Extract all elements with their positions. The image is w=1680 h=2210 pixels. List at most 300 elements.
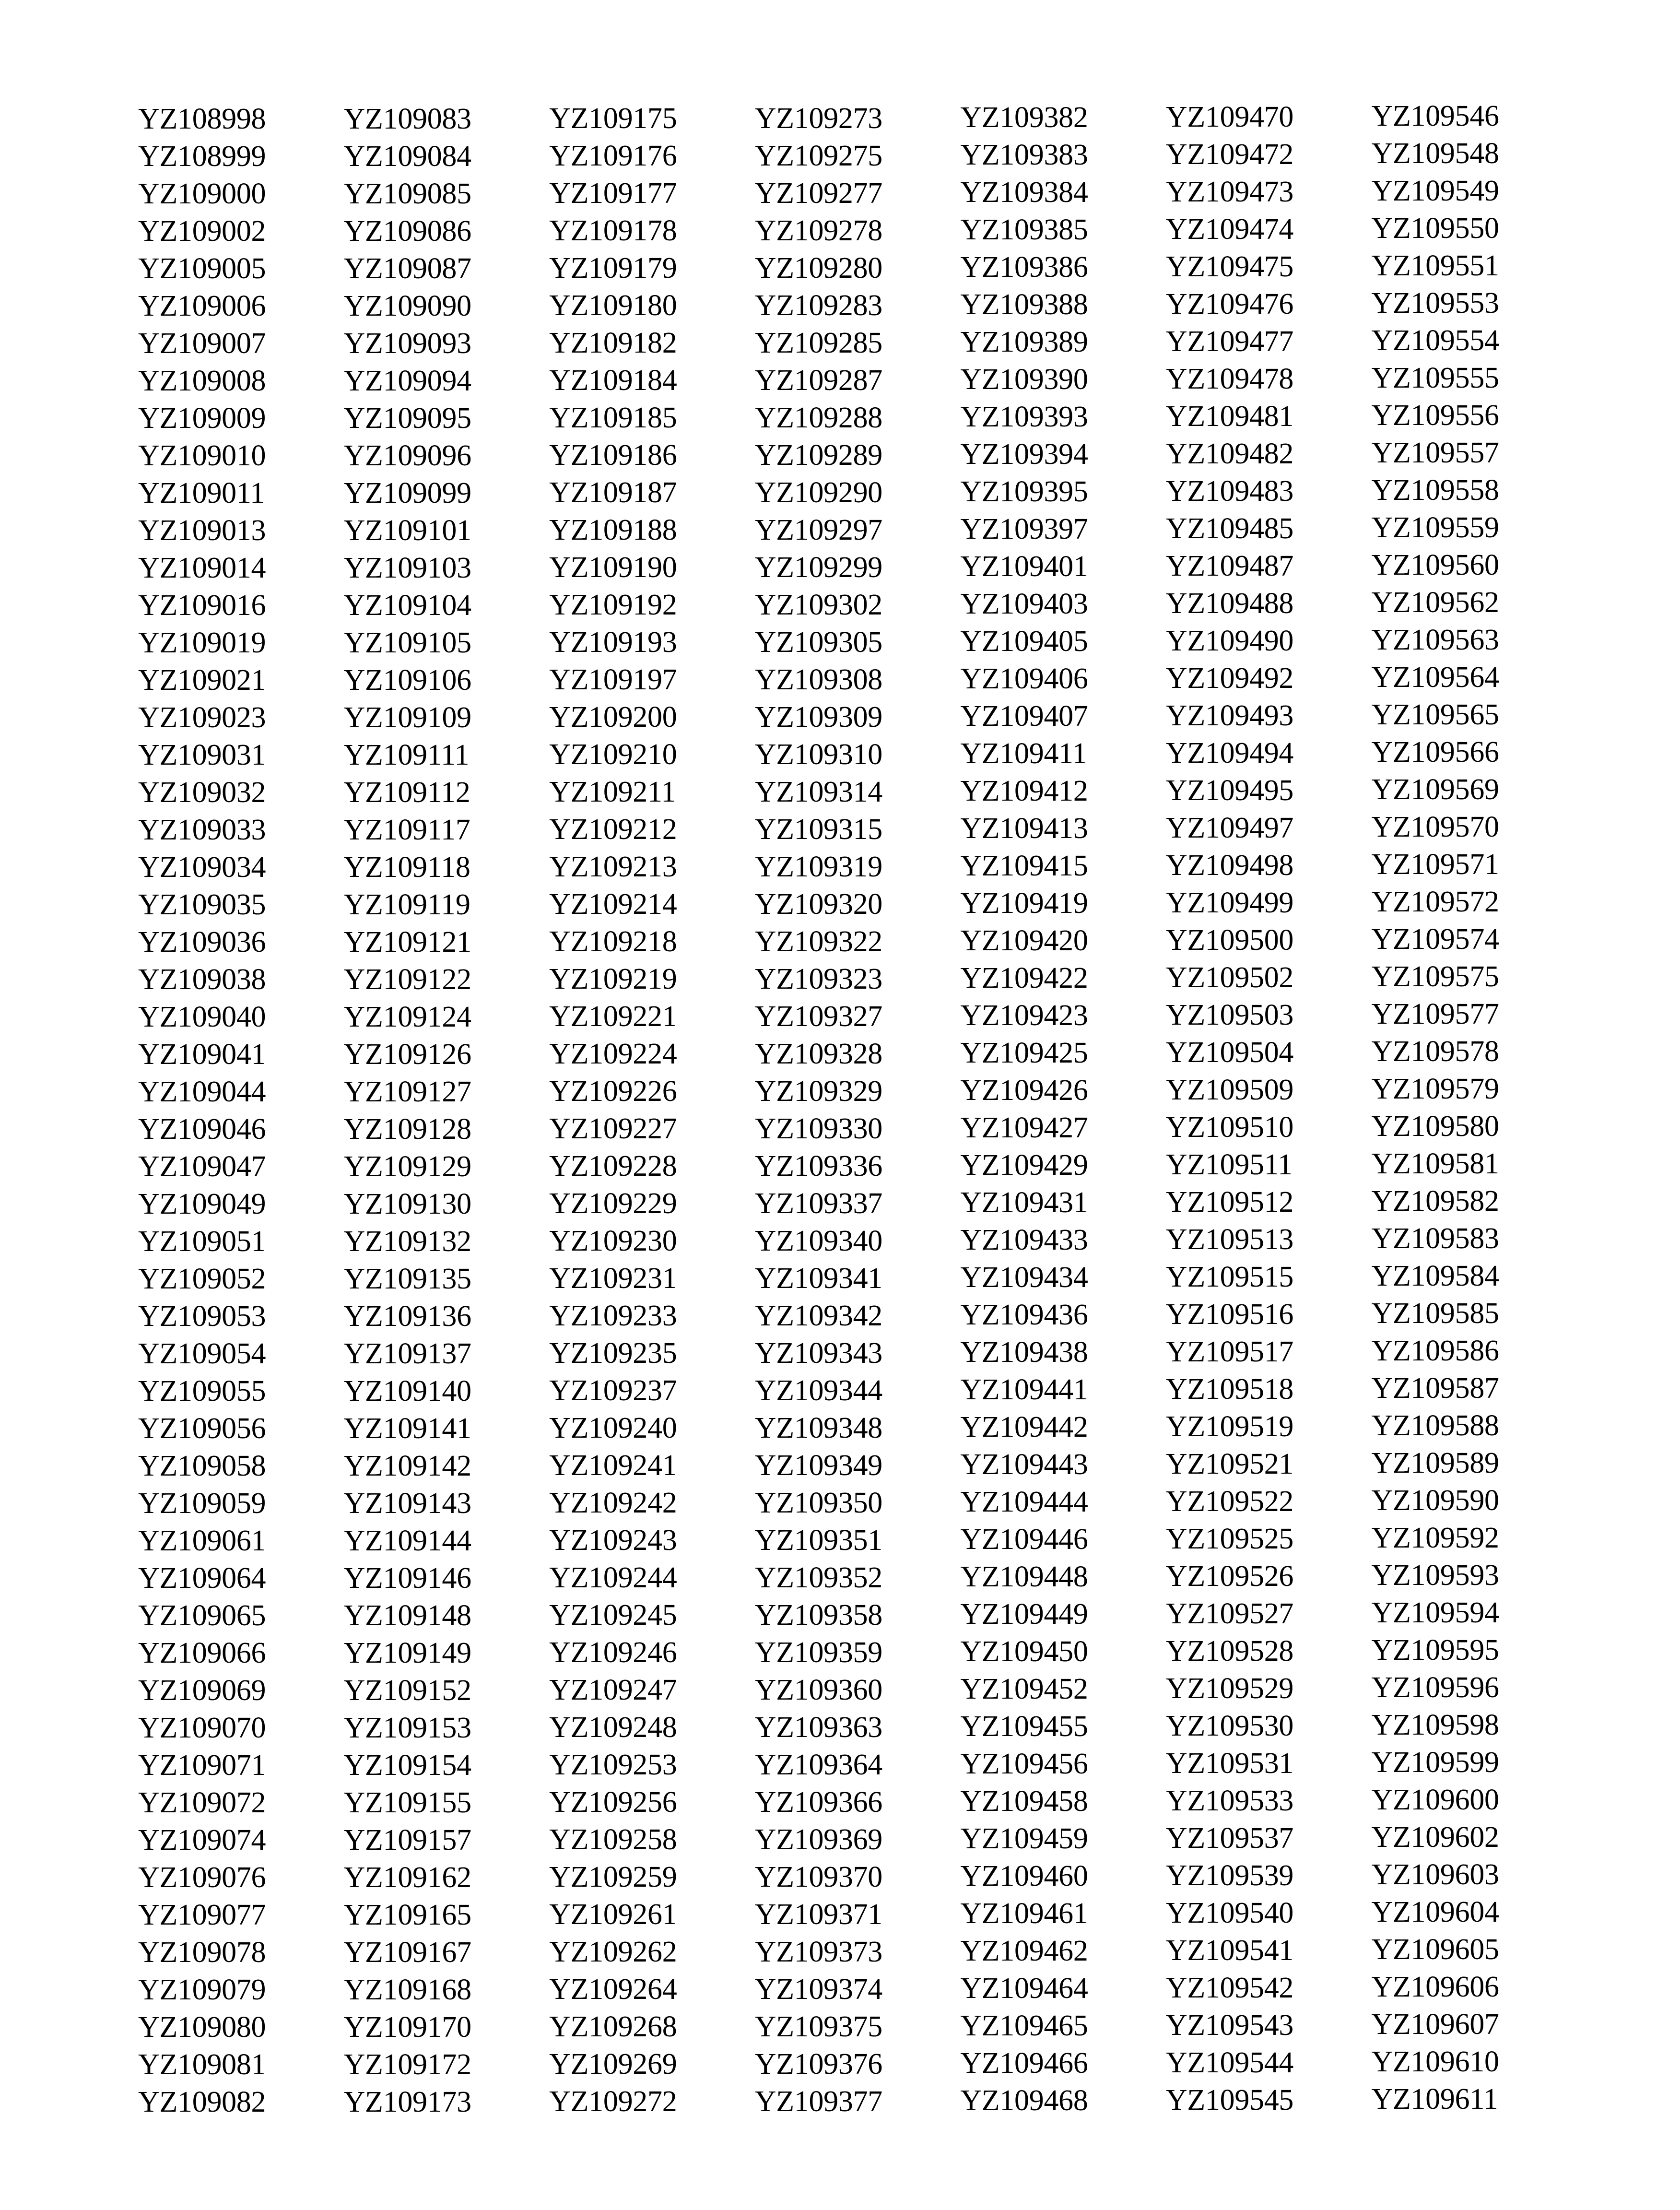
list-item: YZ109248 <box>549 1711 677 1744</box>
list-item: YZ109182 <box>549 327 677 359</box>
list-item: YZ109005 <box>138 252 266 285</box>
list-item: YZ109245 <box>549 1599 677 1631</box>
list-item: YZ109016 <box>138 589 266 622</box>
list-item: YZ109065 <box>138 1599 266 1632</box>
list-item: YZ109031 <box>138 739 266 771</box>
list-item: YZ109227 <box>549 1112 677 1145</box>
list-item: YZ109541 <box>1165 1934 1294 1967</box>
list-item: YZ109126 <box>343 1038 471 1071</box>
list-item: YZ109230 <box>549 1225 677 1257</box>
list-item: YZ108999 <box>138 140 266 173</box>
list-item: YZ109533 <box>1165 1785 1294 1817</box>
list-item: YZ109069 <box>138 1674 266 1707</box>
list-item: YZ109135 <box>343 1263 471 1295</box>
list-item: YZ109522 <box>1165 1485 1294 1518</box>
list-item: YZ109530 <box>1165 1710 1294 1742</box>
list-item: YZ109503 <box>1165 999 1294 1031</box>
list-item: YZ109041 <box>138 1038 266 1071</box>
list-item: YZ109544 <box>1165 2046 1294 2079</box>
list-item: YZ109582 <box>1371 1185 1499 1217</box>
list-item: YZ109176 <box>549 140 677 172</box>
list-item: YZ109364 <box>754 1749 882 1781</box>
list-item: YZ109502 <box>1165 961 1294 994</box>
list-item: YZ109052 <box>138 1263 266 1295</box>
list-item: YZ109152 <box>343 1674 471 1707</box>
list-item: YZ109006 <box>138 290 266 322</box>
list-item: YZ109173 <box>343 2086 471 2118</box>
list-item: YZ109184 <box>549 364 677 397</box>
list-item: YZ109277 <box>754 177 882 210</box>
list-item: YZ109468 <box>960 2084 1088 2117</box>
list-item: YZ109074 <box>138 1824 266 1856</box>
list-item: YZ109578 <box>1371 1035 1499 1068</box>
list-item: YZ109070 <box>138 1712 266 1744</box>
list-item: YZ109411 <box>960 737 1087 770</box>
list-item: YZ109197 <box>549 663 677 696</box>
list-item: YZ109376 <box>754 2048 882 2080</box>
list-item: YZ109219 <box>549 963 677 995</box>
list-item: YZ109146 <box>343 1562 471 1595</box>
list-item: YZ109526 <box>1165 1560 1294 1593</box>
list-item: YZ109363 <box>754 1711 882 1744</box>
list-item: YZ109153 <box>343 1712 471 1744</box>
list-item: YZ109562 <box>1371 586 1499 619</box>
list-item: YZ109352 <box>754 1561 882 1594</box>
list-item: YZ109221 <box>549 1000 677 1033</box>
list-item: YZ109179 <box>549 252 677 284</box>
list-item: YZ109081 <box>138 2048 266 2081</box>
list-item: YZ109078 <box>138 1936 266 1969</box>
list-item: YZ109488 <box>1165 587 1294 620</box>
list-item: YZ109288 <box>754 402 882 434</box>
list-item: YZ109310 <box>754 738 882 771</box>
list-item: YZ109211 <box>549 776 676 808</box>
list-item: YZ109349 <box>754 1449 882 1482</box>
list-item: YZ109390 <box>960 363 1088 396</box>
list-item: YZ109555 <box>1371 362 1499 394</box>
list-item: YZ109596 <box>1371 1671 1499 1704</box>
list-item: YZ109499 <box>1165 886 1294 919</box>
list-item: YZ109584 <box>1371 1260 1499 1292</box>
list-item: YZ109076 <box>138 1861 266 1894</box>
list-item: YZ109099 <box>343 477 471 509</box>
list-item: YZ109473 <box>1165 176 1294 208</box>
list-item: YZ109036 <box>138 926 266 958</box>
list-item: YZ109602 <box>1371 1821 1499 1854</box>
list-item: YZ109210 <box>549 738 677 771</box>
list-item: YZ109373 <box>754 1936 882 1968</box>
list-item: YZ109415 <box>960 850 1088 882</box>
list-item: YZ109556 <box>1371 399 1499 432</box>
list-item: YZ109051 <box>138 1225 266 1258</box>
list-item: YZ109055 <box>138 1375 266 1407</box>
list-item: YZ109229 <box>549 1187 677 1220</box>
list-item: YZ109228 <box>549 1150 677 1182</box>
list-item: YZ109516 <box>1165 1298 1294 1331</box>
list-item: YZ109136 <box>343 1300 471 1333</box>
list-item: YZ109607 <box>1371 2008 1499 2041</box>
list-item: YZ109143 <box>343 1487 471 1520</box>
list-item: YZ109132 <box>343 1225 471 1258</box>
list-item: YZ109329 <box>754 1075 882 1108</box>
list-item: YZ109553 <box>1371 287 1499 319</box>
list-item: YZ109413 <box>960 812 1088 845</box>
list-item: YZ109342 <box>754 1300 882 1332</box>
list-item: YZ109425 <box>960 1037 1088 1069</box>
list-item: YZ109023 <box>138 701 266 734</box>
list-item: YZ109433 <box>960 1224 1088 1256</box>
list-item: YZ109094 <box>343 365 471 397</box>
list-item: YZ109350 <box>754 1487 882 1519</box>
list-item: YZ109080 <box>138 2011 266 2044</box>
list-item: YZ109599 <box>1371 1746 1499 1779</box>
list-item: YZ109170 <box>343 2011 471 2044</box>
list-item: YZ109462 <box>960 1935 1088 1967</box>
list-item: YZ109268 <box>549 2010 677 2043</box>
list-item: YZ109465 <box>960 2009 1088 2042</box>
list-item: YZ109101 <box>343 514 471 547</box>
list-item: YZ109393 <box>960 401 1088 433</box>
list-item: YZ109190 <box>549 551 677 584</box>
list-item: YZ109377 <box>754 2085 882 2118</box>
list-item: YZ109587 <box>1371 1372 1499 1405</box>
list-item: YZ109177 <box>549 177 677 210</box>
list-item: YZ109461 <box>960 1897 1088 1930</box>
list-item: YZ109330 <box>754 1112 882 1145</box>
list-item: YZ109497 <box>1165 812 1294 844</box>
list-item: YZ109550 <box>1371 212 1499 245</box>
list-item: YZ109590 <box>1371 1484 1499 1517</box>
list-item: YZ109327 <box>754 1000 882 1033</box>
list-item: YZ109247 <box>549 1674 677 1706</box>
list-item: YZ109455 <box>960 1710 1088 1743</box>
list-item: YZ109093 <box>343 327 471 360</box>
list-item: YZ109557 <box>1371 437 1499 469</box>
list-item: YZ109109 <box>343 701 471 734</box>
list-item: YZ109308 <box>754 663 882 696</box>
list-item: YZ109061 <box>138 1525 266 1557</box>
list-item: YZ109444 <box>960 1486 1088 1518</box>
list-item: YZ109583 <box>1371 1222 1499 1255</box>
list-item: YZ109477 <box>1165 325 1294 358</box>
list-item: YZ109302 <box>754 589 882 621</box>
list-item: YZ109595 <box>1371 1634 1499 1666</box>
list-item: YZ109450 <box>960 1635 1088 1668</box>
list-item: YZ109566 <box>1371 736 1499 768</box>
list-item: YZ109546 <box>1371 100 1499 132</box>
list-item: YZ109570 <box>1371 811 1499 843</box>
list-item: YZ109397 <box>960 513 1088 545</box>
list-item: YZ109594 <box>1371 1596 1499 1629</box>
list-item: YZ109087 <box>343 252 471 285</box>
list-item: YZ109175 <box>549 102 677 135</box>
list-item: YZ109309 <box>754 701 882 733</box>
list-item: YZ109419 <box>960 887 1088 920</box>
list-item: YZ109214 <box>549 888 677 921</box>
list-item: YZ109545 <box>1165 2084 1294 2116</box>
list-item: YZ109604 <box>1371 1896 1499 1928</box>
list-item: YZ109470 <box>1165 101 1294 133</box>
list-item: YZ109382 <box>960 101 1088 134</box>
list-item: YZ109452 <box>960 1673 1088 1705</box>
list-item: YZ109305 <box>754 626 882 659</box>
id-column-1 <box>138 98 344 2142</box>
list-item: YZ109549 <box>1371 175 1499 207</box>
list-item: YZ109517 <box>1165 1335 1294 1368</box>
list-item: YZ109494 <box>1165 737 1294 769</box>
list-item: YZ109053 <box>138 1300 266 1333</box>
list-item: YZ109495 <box>1165 774 1294 807</box>
list-item: YZ109577 <box>1371 998 1499 1030</box>
list-item: YZ109130 <box>343 1188 471 1220</box>
list-item: YZ109264 <box>549 1973 677 2006</box>
list-item: YZ108998 <box>138 103 266 135</box>
list-item: YZ109167 <box>343 1936 471 1969</box>
list-item: YZ109128 <box>343 1113 471 1146</box>
list-item: YZ109287 <box>754 364 882 397</box>
list-item: YZ109280 <box>754 252 882 284</box>
list-item: YZ109095 <box>343 402 471 435</box>
list-item: YZ109011 <box>138 477 265 509</box>
list-item: YZ109054 <box>138 1337 266 1370</box>
list-item: YZ109529 <box>1165 1672 1294 1705</box>
list-item: YZ109233 <box>549 1300 677 1332</box>
list-item: YZ109157 <box>343 1824 471 1856</box>
list-item: YZ109141 <box>343 1412 471 1445</box>
list-item: YZ109537 <box>1165 1822 1294 1855</box>
list-item: YZ109406 <box>960 662 1088 695</box>
list-item: YZ109013 <box>138 514 266 547</box>
list-item: YZ109460 <box>960 1860 1088 1892</box>
list-item: YZ109096 <box>343 439 471 472</box>
list-item: YZ109543 <box>1165 2009 1294 2042</box>
list-item: YZ109525 <box>1165 1523 1294 1555</box>
list-item: YZ109111 <box>343 739 470 771</box>
list-item: YZ109403 <box>960 588 1088 620</box>
list-item: YZ109498 <box>1165 849 1294 882</box>
list-item: YZ109155 <box>343 1786 471 1819</box>
list-item: YZ109336 <box>754 1150 882 1182</box>
list-item: YZ109548 <box>1371 137 1499 170</box>
list-item: YZ109386 <box>960 251 1088 284</box>
list-item: YZ109188 <box>549 514 677 546</box>
list-item: YZ109071 <box>138 1749 266 1782</box>
list-item: YZ109117 <box>343 814 470 846</box>
list-item: YZ109118 <box>343 851 470 884</box>
list-item: YZ109290 <box>754 476 882 509</box>
list-item: YZ109192 <box>549 589 677 621</box>
list-item: YZ109129 <box>343 1150 471 1183</box>
list-item: YZ109575 <box>1371 960 1499 993</box>
list-item: YZ109431 <box>960 1186 1088 1219</box>
list-item: YZ109103 <box>343 552 471 584</box>
list-item: YZ109441 <box>960 1373 1088 1406</box>
list-item: YZ109337 <box>754 1187 882 1220</box>
id-column-7 <box>1371 98 1577 2142</box>
list-item: YZ109246 <box>549 1636 677 1669</box>
list-item: YZ109272 <box>549 2085 677 2118</box>
list-item: YZ109475 <box>1165 250 1294 283</box>
id-column-4 <box>755 98 961 2142</box>
list-item: YZ109515 <box>1165 1261 1294 1293</box>
list-item: YZ109165 <box>343 1899 471 1931</box>
list-item: YZ109186 <box>549 439 677 472</box>
list-item: YZ109187 <box>549 476 677 509</box>
list-item: YZ109243 <box>549 1524 677 1557</box>
list-item: YZ109278 <box>754 214 882 247</box>
list-item: YZ109112 <box>343 776 470 809</box>
list-item: YZ109122 <box>343 963 471 996</box>
list-item: YZ109014 <box>138 552 266 584</box>
list-item: YZ109148 <box>343 1599 471 1632</box>
list-item: YZ109224 <box>549 1038 677 1070</box>
list-item: YZ109426 <box>960 1074 1088 1107</box>
list-item: YZ109558 <box>1371 474 1499 507</box>
list-item: YZ109262 <box>549 1936 677 1968</box>
list-item: YZ109200 <box>549 701 677 733</box>
list-item: YZ109032 <box>138 776 266 809</box>
list-item: YZ109472 <box>1165 138 1294 171</box>
list-item: YZ109231 <box>549 1262 677 1295</box>
list-item: YZ109423 <box>960 999 1088 1032</box>
list-item: YZ109449 <box>960 1598 1088 1631</box>
list-item: YZ109348 <box>754 1412 882 1444</box>
list-item: YZ109240 <box>549 1412 677 1444</box>
list-item: YZ109383 <box>960 139 1088 171</box>
list-item: YZ109500 <box>1165 924 1294 957</box>
list-item: YZ109285 <box>754 327 882 359</box>
list-item: YZ109611 <box>1371 2083 1498 2115</box>
list-item: YZ109593 <box>1371 1559 1499 1592</box>
list-item: YZ109531 <box>1165 1747 1294 1780</box>
list-item: YZ109466 <box>960 2047 1088 2080</box>
list-item: YZ109056 <box>138 1412 266 1445</box>
list-item: YZ109375 <box>754 2010 882 2043</box>
id-column-6 <box>1166 98 1372 2142</box>
list-item: YZ109178 <box>549 214 677 247</box>
list-item: YZ109340 <box>754 1225 882 1257</box>
list-item: YZ109580 <box>1371 1110 1499 1143</box>
list-item: YZ109077 <box>138 1899 266 1931</box>
list-item: YZ109085 <box>343 177 471 210</box>
list-item: YZ109185 <box>549 402 677 434</box>
list-item: YZ109213 <box>549 851 677 883</box>
list-item: YZ109458 <box>960 1785 1088 1818</box>
list-item: YZ109253 <box>549 1749 677 1781</box>
list-item: YZ109035 <box>138 888 266 921</box>
list-item: YZ109256 <box>549 1786 677 1819</box>
list-item: YZ109299 <box>754 551 882 584</box>
list-item: YZ109442 <box>960 1411 1088 1443</box>
list-item: YZ109007 <box>138 327 266 360</box>
list-item: YZ109121 <box>343 926 471 958</box>
list-item: YZ109044 <box>138 1075 266 1108</box>
list-item: YZ109571 <box>1371 848 1499 881</box>
list-item: YZ109193 <box>549 626 677 659</box>
list-item: YZ109154 <box>343 1749 471 1782</box>
list-item: YZ109412 <box>960 775 1088 807</box>
list-item: YZ109485 <box>1165 512 1294 545</box>
list-item: YZ109064 <box>138 1562 266 1595</box>
list-item: YZ109366 <box>754 1786 882 1819</box>
list-item: YZ109104 <box>343 589 471 622</box>
list-item: YZ109504 <box>1165 1036 1294 1069</box>
list-item: YZ109328 <box>754 1038 882 1070</box>
list-item: YZ109343 <box>754 1337 882 1370</box>
list-item: YZ109563 <box>1371 624 1499 656</box>
list-item: YZ109297 <box>754 514 882 546</box>
list-item: YZ109436 <box>960 1299 1088 1331</box>
list-item: YZ109289 <box>754 439 882 472</box>
list-item: YZ109420 <box>960 924 1088 957</box>
list-item: YZ109082 <box>138 2086 266 2118</box>
list-item: YZ109521 <box>1165 1448 1294 1480</box>
list-item: YZ109513 <box>1165 1223 1294 1256</box>
list-item: YZ109140 <box>343 1375 471 1407</box>
list-item: YZ109124 <box>343 1001 471 1033</box>
list-item: YZ109574 <box>1371 923 1499 956</box>
list-item: YZ109572 <box>1371 886 1499 918</box>
list-item: YZ109483 <box>1165 475 1294 508</box>
list-item: YZ109090 <box>343 290 471 322</box>
list-item: YZ109443 <box>960 1448 1088 1481</box>
list-item: YZ109540 <box>1165 1897 1294 1929</box>
list-item: YZ109058 <box>138 1450 266 1482</box>
list-item: YZ109142 <box>343 1450 471 1482</box>
list-item: YZ109592 <box>1371 1522 1499 1554</box>
list-item: YZ109559 <box>1371 511 1499 544</box>
list-item: YZ109429 <box>960 1149 1088 1182</box>
list-item: YZ109603 <box>1371 1858 1499 1891</box>
list-item: YZ109389 <box>960 326 1088 358</box>
list-item: YZ109144 <box>343 1525 471 1557</box>
list-item: YZ109554 <box>1371 324 1499 357</box>
list-item: YZ109226 <box>549 1075 677 1108</box>
list-item: YZ109259 <box>549 1861 677 1893</box>
list-item: YZ109464 <box>960 1972 1088 2005</box>
list-item: YZ109586 <box>1371 1335 1499 1367</box>
list-item: YZ109459 <box>960 1822 1088 1855</box>
list-item: YZ109059 <box>138 1487 266 1520</box>
list-item: YZ109560 <box>1371 549 1499 581</box>
list-item: YZ109162 <box>343 1861 471 1894</box>
list-item: YZ109374 <box>754 1973 882 2006</box>
list-item: YZ109127 <box>343 1075 471 1108</box>
list-item: YZ109040 <box>138 1001 266 1033</box>
list-item: YZ109242 <box>549 1487 677 1519</box>
list-item: YZ109323 <box>754 963 882 995</box>
list-item: YZ109341 <box>754 1262 882 1295</box>
list-item: YZ109000 <box>138 177 266 210</box>
list-item: YZ109033 <box>138 814 266 846</box>
list-item: YZ109261 <box>549 1898 677 1931</box>
list-item: YZ109490 <box>1165 625 1294 657</box>
list-item: YZ109008 <box>138 365 266 397</box>
list-item: YZ109237 <box>549 1374 677 1407</box>
list-item: YZ109569 <box>1371 773 1499 806</box>
list-item: YZ109314 <box>754 776 882 808</box>
list-item: YZ109564 <box>1371 661 1499 694</box>
list-item: YZ109478 <box>1165 363 1294 395</box>
list-item: YZ109385 <box>960 213 1088 246</box>
list-item: YZ109079 <box>138 1974 266 2006</box>
list-item: YZ109172 <box>343 2048 471 2081</box>
list-item: YZ109438 <box>960 1336 1088 1369</box>
list-item: YZ109427 <box>960 1111 1088 1144</box>
id-column-2 <box>344 98 550 2142</box>
list-item: YZ109034 <box>138 851 266 884</box>
list-item: YZ109258 <box>549 1823 677 1856</box>
